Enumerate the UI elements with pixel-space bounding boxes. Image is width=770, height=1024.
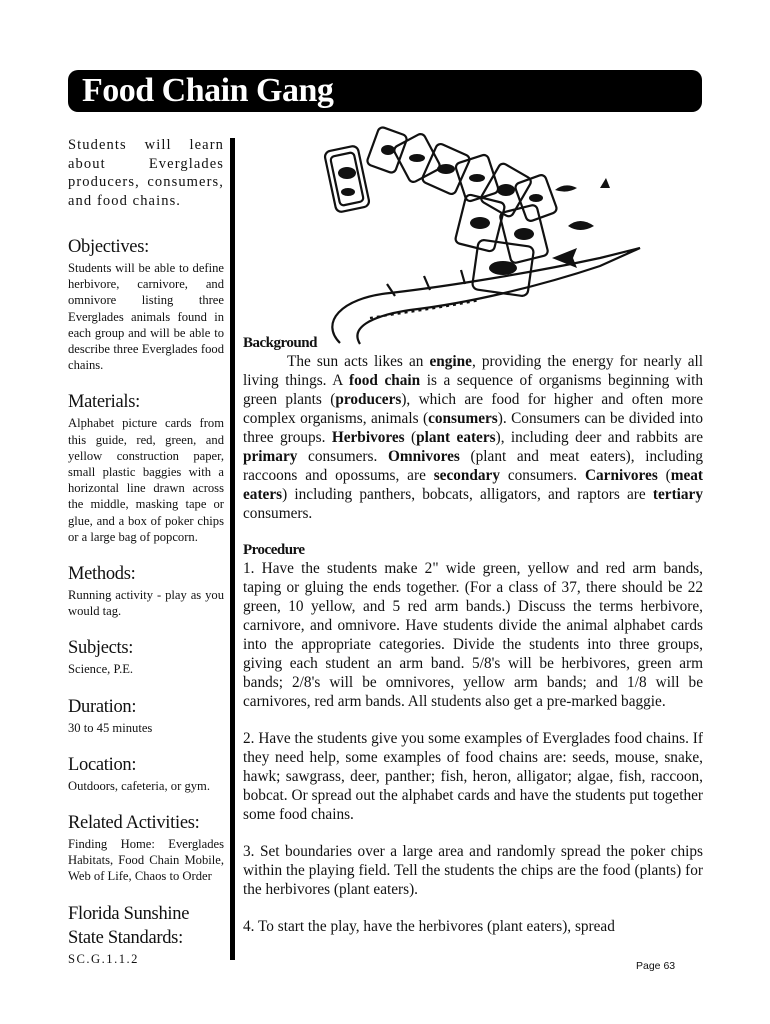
procedure-step-1: 1. Have the students make 2" wide green, yellow and red arm bands, taping or gluing the ends together. (For a class of 37, there should be 22 green, 10 yellow, and 5 red arm bands.) Discuss the terms herbivore, carnivore, and omnivore. Have students divide the animal alphabet cards into the appropriate categories. Divide the students into three groups, giving each student an arm band. 5/8's will be herbivores, green arm bands; 2/8's will be omnivores, yellow arm bands; and 1/8 will be carnivores, red arm bands. All students also get a pre-marked baggie. [243,560,703,710]
background-heading: Background [243,335,317,351]
location-text: Outdoors, cafeteria, or gym. [68,778,210,793]
subjects-heading: Subjects: [68,638,134,659]
related-activities-section [68,812,224,885]
objectives-text: Students will be able to define herbivore, carnivore, and omnivore listing three Everglades animals found in each group and will be able to describe three Everglades food chains. [68,261,224,373]
subjects-text: Science, P.E. [68,662,134,677]
bg-term-carnivores: Carnivores [584,467,658,484]
methods-text: Running activity - play as you would tag. [68,588,224,619]
methods-section [68,563,224,619]
objectives-heading: Objectives: [68,237,149,257]
bg-term-engine: engine [429,353,472,370]
bg-segment: consumers. [500,467,585,484]
methods-heading: Methods: [68,564,136,585]
bg-segment: ). Consumers can be divided into three groups. [243,410,703,446]
materials-heading: Materials: [68,392,141,413]
bg-segment: , providing the energy for nearly all living things. A [243,353,703,389]
subjects-section [68,637,224,677]
bg-term-omnivores: Omnivores [387,448,460,465]
standards-heading-line1: Florida Sunshine [68,903,190,924]
objectives-section [68,236,224,373]
materials-text: Alphabet picture cards from this guide, red, green, and yellow construction paper, small plastic baggies with a horizontal line drawn across the middle, masking tape or glue, and a box of poker chips or a large bag of popcorn. [68,416,224,544]
spacer [243,523,703,541]
background-text [243,352,703,523]
food-chain-illustration [300,118,650,350]
title-bar [68,70,702,112]
procedure-heading: Procedure [243,542,305,558]
procedure-step-4: 4. To start the play, have the herbivores (plant eaters), spread [243,918,615,935]
duration-text: 30 to 45 minutes [68,720,153,735]
bg-term-meat-eaters: meat eaters [243,467,704,503]
procedure-step-3: 3. Set boundaries over a large area and randomly spread the poker chips within the playing field. Tell the students the chips are the food (plants) for the herbivores (plant eaters). [243,843,703,898]
bg-segment: ( [404,429,417,446]
page-number: Page 63 [636,960,676,972]
bg-term-primary: primary [243,448,298,465]
related-activities-heading: Related Activities: [68,813,200,834]
duration-section [68,696,224,736]
bg-term-producers: producers [335,391,402,408]
bg-term-consumers: consumers [428,410,498,427]
bg-segment: is a sequence of organisms beginning with green plants ( [243,372,704,408]
bg-term-secondary: secondary [433,467,501,484]
sidebar [68,136,224,985]
related-activities-text: Finding Home: Everglades Habitats, Food Chain Mobile, Web of Life, Chaos to Order [68,837,224,884]
bg-term-herbivores: Herbivores [331,429,405,446]
bg-term-food-chain: food chain [349,372,421,389]
bg-term-tertiary: tertiary [652,486,703,503]
bg-segment: ) including panthers, bobcats, alligators, and raptors are [282,486,653,503]
bg-segment: The sun acts likes an [287,353,430,370]
standards-heading-line2: State Standards: [68,927,183,948]
bg-segment: consumers. [243,505,313,522]
column-divider [230,138,235,960]
bg-term-plant-eaters: plant eaters [416,429,496,446]
sidebar-intro: Students will learn about Everglades producers, consumers, and food chains. [68,137,224,209]
bg-segment: ), which are food for higher and often more complex organisms, animals ( [243,391,703,427]
bg-segment: ), including deer and rabbits are [495,429,703,446]
materials-section [68,391,224,545]
bg-segment: ( [657,467,671,484]
procedure-step-2: 2. Have the students give you some examples of Everglades food chains. If they need help, some examples of food chains are: seeds, mouse, snake, hawk; sawgrass, deer, panther; fish, heron, alligator; algae, fish, raccoon, bobcat. Or spread out the alphabet cards and have the students put together some food chains. [243,730,703,823]
standards-text: SC.G.1.1.2 [68,951,139,966]
bg-segment: consumers. [297,448,388,465]
standards-section [68,903,224,967]
page-title: Food Chain Gang [82,72,334,109]
bg-segment: (plant and meat eaters), including raccoons and opossums, are [243,448,703,484]
location-heading: Location: [68,754,137,775]
duration-heading: Duration: [68,696,137,717]
location-section [68,754,224,794]
main-content [243,334,703,936]
